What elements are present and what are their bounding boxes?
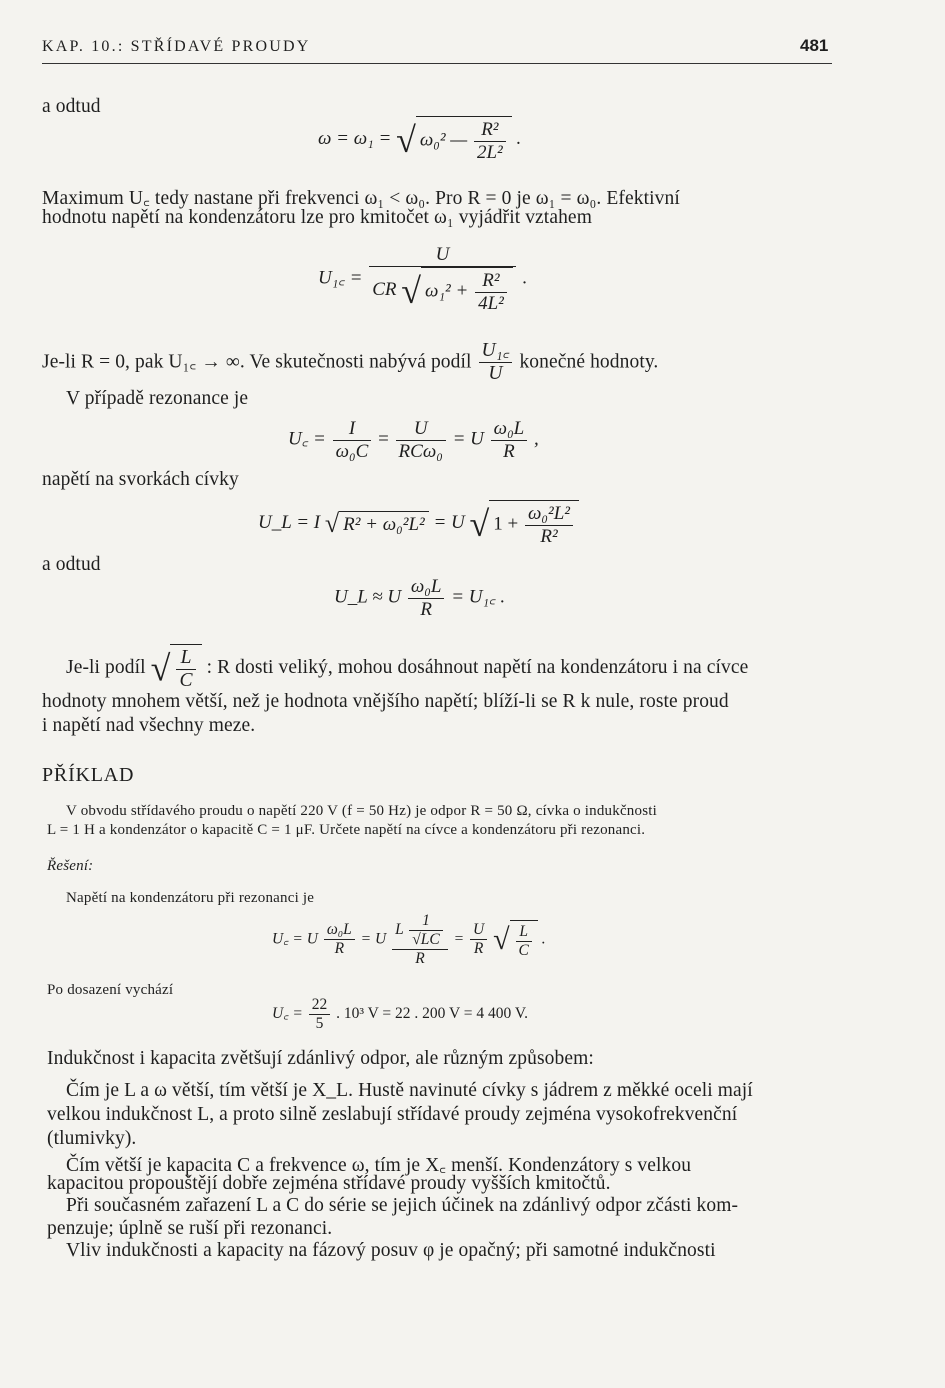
running-header: KAP. 10.: STŘÍDAVÉ PROUDY xyxy=(42,38,311,55)
eq4-mid: = U xyxy=(433,512,465,534)
eq2-iden: 4L² xyxy=(478,292,504,314)
equation-uc-result xyxy=(272,996,528,1033)
eq6-f2n-frac xyxy=(409,912,442,949)
equation-uc-example xyxy=(272,912,546,967)
eq4-lhs: U_L = I xyxy=(258,512,321,534)
eq5-rhs: = U₁꜀ . xyxy=(451,586,506,608)
eq2-lhs: U₁꜀ = xyxy=(318,267,363,289)
eq6-f2n xyxy=(392,912,448,950)
eq5-fn: ω₀L xyxy=(408,576,445,599)
eq6-f1n: ω₀L xyxy=(324,921,355,940)
eq1-end: . xyxy=(516,128,522,150)
eq2-radical xyxy=(401,267,513,315)
eq4-r2d: R² xyxy=(540,525,558,547)
solution-line: Napětí na kondenzátoru při rezonanci je xyxy=(66,890,315,906)
eq6-frac1 xyxy=(324,921,355,958)
paragraph-line: Při současném zařazení L a C do série se jejich účinek na zdánlivý odpor zčásti kom- xyxy=(66,1195,739,1216)
p3-line: Je-li R = 0, pak U₁꜀ → ∞. Ve skutečnosti nabývá podíl xyxy=(42,351,472,373)
paragraph-line: Čím je L a ω větší, tím větší je X_L. Hustě navinuté cívky s jádrem z měkké oceli mají xyxy=(66,1080,753,1101)
eq2-inum: R² xyxy=(475,270,507,293)
eq7-fn: 22 xyxy=(309,996,331,1015)
equation-u1c xyxy=(318,244,527,315)
eq6-f2d: R xyxy=(415,949,425,967)
eq6-frac3 xyxy=(470,921,487,958)
eq6-f2n-frac-n: 1 xyxy=(409,912,442,931)
p3-tail: konečné hodnoty. xyxy=(519,351,659,373)
eq3-f1n: I xyxy=(333,418,372,441)
sqrt-symbol: √ xyxy=(324,508,340,538)
paragraph-line: hodnoty mnohem větší, než je hodnota vnějšího napětí; blíží-li se R k nule, roste proud xyxy=(42,691,729,712)
equation-uc-resonance: U꜀ = $\frac{I}{\text{ω₀C}}$ = $\frac{U}{\text{RCω₀}}$ = U $\frac{\text{ω₀L}}{R}$ , xyxy=(288,418,539,462)
eq2-inner-fraction xyxy=(475,270,507,315)
eq6-rfrac xyxy=(516,923,532,960)
eq1-radical xyxy=(396,116,512,164)
p7-pre: Je-li podíl xyxy=(66,656,146,678)
substitution-label: Po dosazení vychází xyxy=(47,982,174,998)
p7-rn: L xyxy=(176,647,195,670)
sqrt-symbol: √ xyxy=(401,270,422,311)
eq3-lhs: U꜀ = xyxy=(288,428,326,450)
text-a-odtud-1: a odtud xyxy=(42,96,101,117)
eq5-lhs: U_L ≈ U xyxy=(334,586,402,608)
eq6-rd: C xyxy=(518,941,529,959)
equation-ul-approx xyxy=(334,576,505,621)
paragraph-line-ratio-lc xyxy=(66,644,748,693)
p7-rd: C xyxy=(179,670,193,692)
eq3-f2d: RCω₀ xyxy=(398,440,443,462)
eq4-r1: R² + ω₀²L² xyxy=(339,511,429,536)
paragraph-line: hodnotu napětí na kondenzátoru lze pro kmitočet ω₁ vyjádřit vztahem xyxy=(42,207,592,228)
eq7-fd: 5 xyxy=(315,1014,324,1032)
eq1-num: R² xyxy=(474,119,506,142)
sqrt-symbol: √ xyxy=(150,648,171,689)
page-number: 481 xyxy=(800,36,829,55)
eq3-f1d: ω₀C xyxy=(335,440,369,462)
eq7-rhs: . 10³ V = 22 . 200 V = 4 400 V. xyxy=(336,1004,528,1022)
eq1-inner: ω₀² — xyxy=(419,129,468,151)
paragraph-line: (tlumivky). xyxy=(47,1128,137,1149)
eq6-lhs: U꜀ = U xyxy=(272,930,318,948)
paragraph-line: napětí na svorkách cívky xyxy=(42,469,239,490)
eq3-f2n: U xyxy=(396,418,446,441)
eq3-equ: = U xyxy=(452,428,484,450)
eq6-f2n-pre: L xyxy=(395,920,404,938)
eq4-r2pre: 1 + xyxy=(493,513,519,535)
eq6-radical xyxy=(493,920,538,960)
equation-omega1 xyxy=(318,116,521,164)
paragraph-line: Maximum U꜀ tedy nastane při frekvenci ω₁ < ω₀. Pro R = 0 je ω₁ = ω₀. Efektivní xyxy=(42,188,680,209)
eq6-f3n: U xyxy=(470,921,487,940)
eq4-radical2 xyxy=(470,500,579,548)
paragraph-line: V případě rezonance je xyxy=(66,388,249,409)
eq3-frac3 xyxy=(491,418,528,463)
eq4-frac xyxy=(525,503,573,548)
eq6-f3d: R xyxy=(473,940,484,958)
header-rule xyxy=(42,63,832,64)
eq1-den: 2L² xyxy=(476,141,503,163)
paragraph-line: velkou indukčnost L, a proto silně zeslabují střídavé proudy zejména vysokofrekvenční xyxy=(47,1104,738,1125)
eq3-frac2 xyxy=(396,418,446,463)
eq7-frac xyxy=(309,996,331,1033)
eq3-frac1 xyxy=(333,418,372,463)
eq6-f2n-frac-d: √LC xyxy=(412,930,440,948)
eq4-radical1 xyxy=(324,508,429,538)
eq3-end: , xyxy=(534,428,539,450)
text-a-odtud-2: a odtud xyxy=(42,554,101,575)
equation-ul xyxy=(258,500,579,548)
paragraph-line-ratio xyxy=(42,340,658,386)
sqrt-symbol: √ xyxy=(493,922,510,956)
example-line: V obvodu střídavého proudu o napětí 220 V (f = 50 Hz) je odpor R = 50 Ω, cívka o indukčnosti xyxy=(66,803,657,819)
eq5-fd: R xyxy=(420,598,432,620)
eq2-end: . xyxy=(522,267,528,289)
eq3-f3d: R xyxy=(503,440,515,462)
eq1-fraction xyxy=(474,119,506,164)
p7-frac xyxy=(176,647,195,693)
eq6-eq: = xyxy=(453,930,465,948)
eq1-lhs: ω = ω₁ = xyxy=(318,128,392,150)
sqrt-symbol: √ xyxy=(469,503,490,544)
eq2-den xyxy=(369,267,516,315)
eq3-f3n: ω₀L xyxy=(491,418,528,441)
eq7-lhs: U꜀ = xyxy=(272,1004,303,1022)
eq6-frac2 xyxy=(392,912,448,967)
paragraph-line: Vliv indukčnosti a kapacity na fázový posuv φ je opačný; při samotné indukčnosti xyxy=(66,1240,716,1261)
example-line: L = 1 H a kondenzátor o kapacitě C = 1 μF. Určete napětí na cívce a kondenzátoru při rezonanci. xyxy=(47,822,646,838)
p7-post: : R dosti veliký, mohou dosáhnout napětí na kondenzátoru i na cívce xyxy=(206,656,749,678)
sqrt-symbol: √ xyxy=(396,119,416,160)
eq6-f1d: R xyxy=(334,940,345,958)
eq4-r2n: ω₀²L² xyxy=(525,503,573,526)
paragraph-line: penzuje; úplně se ruší při rezonanci. xyxy=(47,1218,333,1239)
p7-radical xyxy=(151,644,202,693)
p3-fraction xyxy=(479,340,513,386)
paragraph-line: Indukčnost i kapacita zvětšují zdánlivý odpor, ale různým způsobem: xyxy=(47,1048,594,1069)
eq2-fraction xyxy=(369,244,516,315)
eq6-mid: = U xyxy=(360,930,387,948)
p3-frac-den: U xyxy=(488,363,503,385)
section-title-example: PŘÍKLAD xyxy=(42,764,135,786)
eq2-den-pre: CR xyxy=(372,279,397,301)
eq2-num: U xyxy=(369,244,516,267)
eq2-inner: ω₁² + xyxy=(425,280,469,302)
eq6-rn: L xyxy=(516,923,532,942)
eq6-end: . xyxy=(541,930,546,948)
paragraph-line: Čím větší je kapacita C a frekvence ω, tím je X꜀ menší. Kondenzátory s velkou xyxy=(66,1155,692,1176)
eq5-frac xyxy=(408,576,445,621)
paragraph-line: i napětí nad všechny meze. xyxy=(42,715,256,736)
p3-frac-num: U₁꜀ xyxy=(479,340,513,363)
solution-label: Řešení: xyxy=(47,858,94,874)
paragraph-line: kapacitou propouštějí dobře zejména střídavé proudy vyšších kmitočtů. xyxy=(47,1173,611,1194)
